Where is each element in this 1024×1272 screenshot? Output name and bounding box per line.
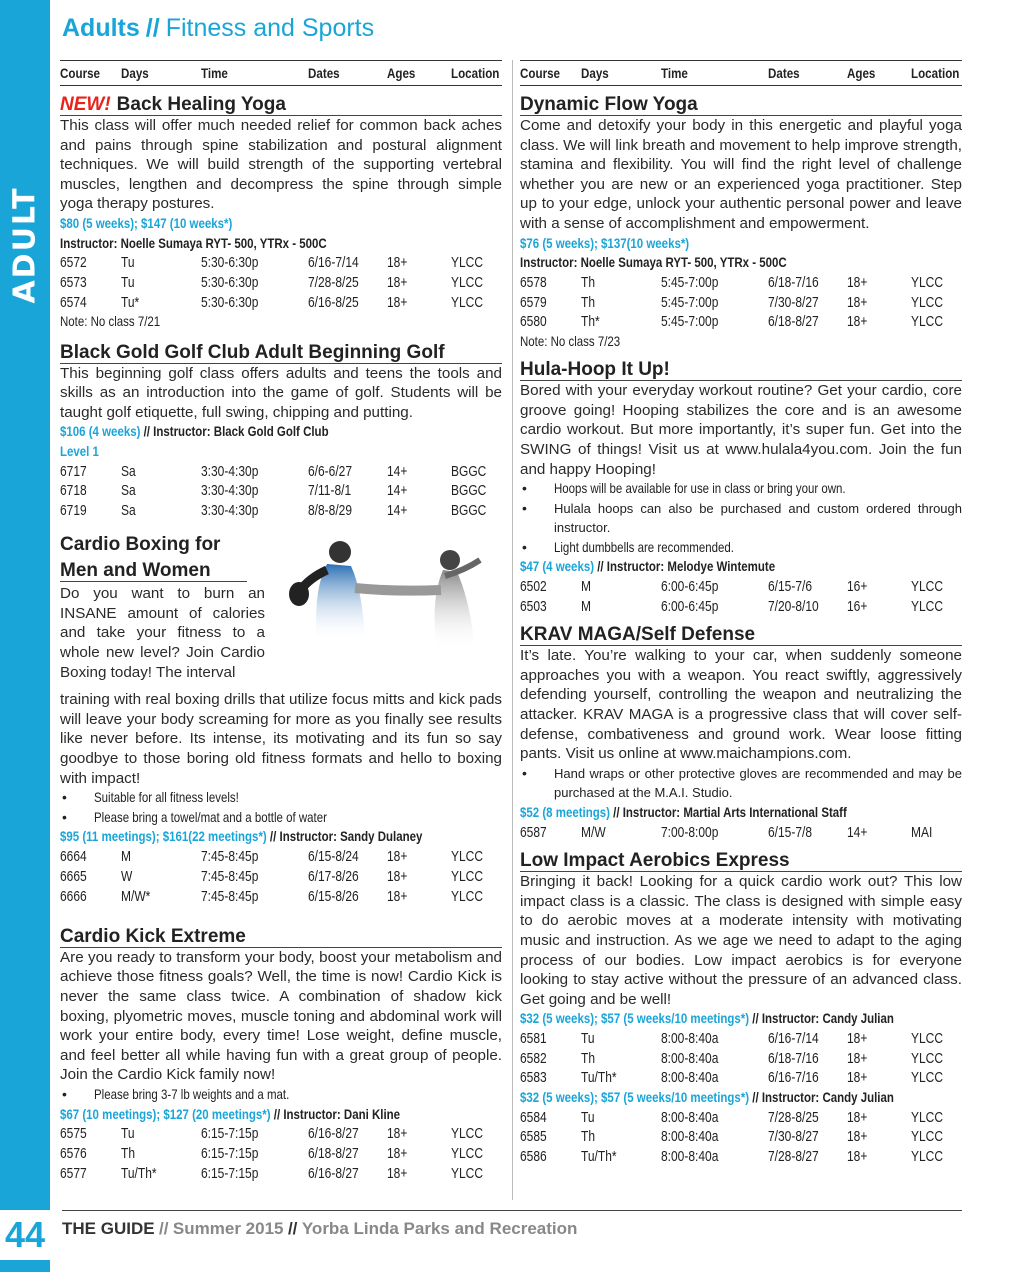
page-footer bbox=[62, 1210, 962, 1239]
table-cell: 6586 bbox=[520, 1147, 547, 1165]
table-row bbox=[60, 292, 502, 312]
table-cell: Th bbox=[121, 1145, 136, 1163]
table-cell: Th bbox=[581, 1049, 596, 1067]
class-description: It’s late. You’re walking to your car, when suddenly someone approaches you with a weapon. You react swiftly, aggressively defending yourself, controlling the weapon and neutralizing the attacker. KRAV MAGA is a progressive class that will cover self-defense, combativeness and ground work. Wear loose fitting pants. Visit us online at www.maichampions.com. bbox=[520, 647, 962, 763]
table-cell: 5:30-6:30p bbox=[201, 293, 259, 311]
table-row bbox=[520, 1029, 962, 1049]
table-cell: YLCC bbox=[911, 578, 944, 596]
class-instructor: // Instructor: Candy Julian bbox=[752, 1010, 894, 1027]
table-cell: 7/11-8/1 bbox=[308, 482, 352, 500]
table-cell: 18+ bbox=[847, 1049, 868, 1067]
table-cell: 6718 bbox=[60, 482, 87, 500]
table-cell: M bbox=[581, 597, 591, 615]
header-location: Location bbox=[911, 65, 960, 81]
class-level: Level 1 bbox=[60, 442, 99, 459]
table-row bbox=[520, 1068, 962, 1088]
table-cell: 6/6-6/27 bbox=[308, 462, 353, 480]
column-divider bbox=[512, 60, 513, 1200]
table-cell: 6:15-7:15p bbox=[201, 1125, 259, 1143]
title-separator: // bbox=[145, 14, 160, 42]
table-cell: Tu bbox=[581, 1108, 595, 1126]
table-row bbox=[520, 292, 962, 312]
table-cell: 6576 bbox=[60, 1145, 87, 1163]
table-cell: YLCC bbox=[451, 293, 484, 311]
bullet-text: Hoops will be available for use in class or bring your own. bbox=[554, 480, 846, 497]
table-cell: 6581 bbox=[520, 1030, 547, 1048]
table-cell: 6/18-8/27 bbox=[308, 1145, 359, 1163]
table-cell: 7/28-8/25 bbox=[768, 1108, 819, 1126]
class-price: $32 (5 weeks); $57 (5 weeks/10 meetings*) bbox=[520, 1088, 750, 1105]
table-cell: 18+ bbox=[387, 254, 408, 272]
table-cell: Tu* bbox=[121, 293, 140, 311]
table-cell: YLCC bbox=[911, 1069, 944, 1087]
table-cell: Th* bbox=[581, 313, 600, 331]
bullet-text: Please bring a towel/mat and a bottle of water bbox=[94, 808, 327, 825]
table-row bbox=[60, 253, 502, 273]
table-cell: YLCC bbox=[911, 1108, 944, 1126]
header-days: Days bbox=[581, 65, 609, 81]
table-cell: 18+ bbox=[847, 293, 868, 311]
class-description: This beginning golf class offers adults and teens the tools and skills as an introduction into the game of golf. Students will be taught golf etiquette, full swing, chipping and putting. bbox=[60, 364, 502, 421]
table-cell: 18+ bbox=[387, 867, 408, 885]
schedule-rows bbox=[520, 1107, 962, 1166]
table-cell: BGGC bbox=[451, 462, 487, 480]
table-cell: 7:45-8:45p bbox=[201, 867, 259, 885]
class-title bbox=[60, 94, 502, 116]
table-cell: 18+ bbox=[847, 1147, 868, 1165]
table-cell: Tu bbox=[121, 254, 135, 272]
class-cardio-kick bbox=[60, 926, 502, 1183]
right-column bbox=[520, 60, 962, 1166]
footer-org: Yorba Linda Parks and Recreation bbox=[301, 1219, 578, 1238]
table-cell: 6587 bbox=[520, 823, 547, 841]
class-dynamic-flow-yoga bbox=[520, 94, 962, 351]
table-cell: 7/30-8/27 bbox=[768, 293, 819, 311]
class-title: KRAV MAGA/Self Defense bbox=[520, 624, 962, 646]
left-column bbox=[60, 60, 502, 1183]
table-cell: M/W bbox=[581, 823, 606, 841]
table-cell: 6584 bbox=[520, 1108, 547, 1126]
table-cell: 6719 bbox=[60, 501, 87, 519]
table-cell: W bbox=[121, 867, 133, 885]
bullet-icon: • bbox=[62, 789, 67, 806]
header-ages: Ages bbox=[847, 65, 876, 81]
list-item bbox=[520, 479, 962, 499]
table-cell: 6666 bbox=[60, 887, 87, 905]
table-cell: 7/28-8/27 bbox=[768, 1147, 819, 1165]
list-item bbox=[520, 538, 962, 558]
table-cell: 14+ bbox=[387, 482, 408, 500]
table-cell: 6575 bbox=[60, 1125, 87, 1143]
class-description: Come and detoxify your body in this energetic and playful yoga class. We will link breath and movement to help improve strength, stamina and flexibility. You will find the right level of challenge whether you are new or an experienced yoga practitioner. Step up to your edge, unlock your authentic personal power and leave with a sense of accomplishment and empowerment. bbox=[520, 117, 962, 232]
table-cell: 6578 bbox=[520, 274, 547, 292]
table-header bbox=[60, 60, 502, 86]
table-cell: 3:30-4:30p bbox=[201, 462, 259, 480]
class-title-line1: Cardio Boxing for bbox=[60, 534, 221, 556]
list-item bbox=[520, 499, 962, 538]
class-price: $32 (5 weeks); $57 (5 weeks/10 meetings*) bbox=[520, 1010, 750, 1027]
table-cell: 8/8-8/29 bbox=[308, 501, 353, 519]
class-cardio-boxing bbox=[60, 530, 502, 906]
table-cell: 18+ bbox=[847, 274, 868, 292]
class-price: $76 (5 weeks); $137(10 weeks*) bbox=[520, 234, 690, 251]
table-cell: 7:45-8:45p bbox=[201, 887, 259, 905]
table-cell: Th bbox=[581, 1128, 596, 1146]
table-cell: 6/15-7/6 bbox=[768, 578, 813, 596]
table-row bbox=[520, 1049, 962, 1069]
table-cell: Tu bbox=[581, 1030, 595, 1048]
header-time: Time bbox=[661, 65, 688, 81]
footer-guide: THE GUIDE bbox=[62, 1219, 155, 1238]
table-cell: 8:00-8:40a bbox=[661, 1128, 719, 1146]
class-bullets bbox=[60, 788, 502, 827]
table-cell: Th bbox=[581, 293, 596, 311]
table-cell: 18+ bbox=[847, 1030, 868, 1048]
table-cell: BGGC bbox=[451, 482, 487, 500]
class-description: Bringing it back! Looking for a quick cardio work out? This low impact class is a classic. The class is designed with simple easy to do aerobic moves at a moderate intensity with motivating music and instruction. As we age we need to adapt to the aging process of our bodies. Low impact aerobics is for everyone looking to stay active without the pressure of an advanced class. Get going and be well! bbox=[520, 873, 962, 1008]
header-dates: Dates bbox=[308, 65, 340, 81]
schedule-rows bbox=[60, 847, 502, 906]
table-cell: 3:30-4:30p bbox=[201, 482, 259, 500]
table-cell: 6/16-8/25 bbox=[308, 293, 359, 311]
class-bullets bbox=[520, 479, 962, 557]
table-cell: Tu bbox=[121, 1125, 135, 1143]
class-instructor: Instructor: Noelle Sumaya RYT- 500, YTRx - 500C bbox=[520, 254, 787, 271]
table-cell: 6665 bbox=[60, 867, 87, 885]
table-cell: 6/18-7/16 bbox=[768, 274, 819, 292]
table-cell: 5:30-6:30p bbox=[201, 254, 259, 272]
table-cell: YLCC bbox=[911, 1049, 944, 1067]
table-cell: YLCC bbox=[451, 1164, 484, 1182]
table-cell: 6502 bbox=[520, 578, 547, 596]
bullet-text: Light dumbbells are recommended. bbox=[554, 538, 734, 555]
class-description-part2: training with real boxing drills that utilize focus mitts and kick pads will leave your body screaming for more as you finally see results like never before. Its intense, its motivating and its fun so say goodbye to those boring old fitness formats and hello to boxing with impact! bbox=[60, 691, 502, 787]
list-item bbox=[520, 764, 962, 803]
table-cell: 6/18-7/16 bbox=[768, 1049, 819, 1067]
page-number: 44 bbox=[0, 1210, 50, 1260]
table-cell: 6585 bbox=[520, 1128, 547, 1146]
class-title-text: Back Healing Yoga bbox=[116, 94, 286, 115]
table-cell: 6664 bbox=[60, 848, 87, 866]
footer-season: Summer 2015 bbox=[172, 1219, 284, 1238]
table-cell: 8:00-8:40a bbox=[661, 1030, 719, 1048]
table-row bbox=[520, 597, 962, 617]
table-cell: 14+ bbox=[387, 462, 408, 480]
header-ages: Ages bbox=[387, 65, 416, 81]
table-cell: 6/16-7/16 bbox=[768, 1069, 819, 1087]
table-cell: Th bbox=[581, 274, 596, 292]
table-cell: 5:45-7:00p bbox=[661, 274, 719, 292]
sidebar-band bbox=[0, 0, 50, 1272]
table-row bbox=[60, 867, 502, 887]
schedule-rows bbox=[520, 577, 962, 616]
table-cell: 5:30-6:30p bbox=[201, 274, 259, 292]
table-row bbox=[520, 577, 962, 597]
table-cell: YLCC bbox=[911, 274, 944, 292]
table-cell: 6/18-8/27 bbox=[768, 313, 819, 331]
header-dates: Dates bbox=[768, 65, 800, 81]
table-cell: Tu bbox=[121, 274, 135, 292]
table-cell: YLCC bbox=[911, 313, 944, 331]
table-cell: 6/16-7/14 bbox=[768, 1030, 819, 1048]
table-cell: 6/16-7/14 bbox=[308, 254, 359, 272]
class-title: Black Gold Golf Club Adult Beginning Golf bbox=[60, 342, 502, 364]
table-cell: 14+ bbox=[847, 823, 868, 841]
table-cell: 18+ bbox=[387, 1164, 408, 1182]
bullet-icon: • bbox=[522, 499, 527, 516]
class-krav-maga bbox=[520, 624, 962, 842]
class-price: $47 (4 weeks) bbox=[520, 558, 595, 575]
new-badge: NEW! bbox=[60, 94, 111, 115]
table-cell: Tu/Th* bbox=[581, 1069, 617, 1087]
table-cell: 18+ bbox=[387, 1145, 408, 1163]
table-cell: 14+ bbox=[387, 501, 408, 519]
bullet-icon: • bbox=[522, 480, 527, 497]
table-cell: 18+ bbox=[387, 274, 408, 292]
table-cell: 8:00-8:40a bbox=[661, 1147, 719, 1165]
table-row bbox=[520, 1127, 962, 1147]
table-header bbox=[520, 60, 962, 86]
title-subcategory: Fitness and Sports bbox=[165, 14, 375, 42]
table-row bbox=[60, 273, 502, 293]
class-price: $95 (11 meetings); $161(22 meetings*) bbox=[60, 828, 267, 845]
table-cell: 8:00-8:40a bbox=[661, 1049, 719, 1067]
table-cell: 18+ bbox=[847, 313, 868, 331]
table-cell: Tu/Th* bbox=[581, 1147, 617, 1165]
table-cell: YLCC bbox=[911, 1030, 944, 1048]
table-cell: Sa bbox=[121, 501, 136, 519]
table-cell: 18+ bbox=[847, 1069, 868, 1087]
table-cell: 8:00-8:40a bbox=[661, 1069, 719, 1087]
header-days: Days bbox=[121, 65, 149, 81]
class-title: Hula-Hoop It Up! bbox=[520, 359, 962, 381]
section-label: ADULT bbox=[7, 186, 43, 304]
table-row bbox=[60, 847, 502, 867]
table-cell: 6/15-8/26 bbox=[308, 887, 359, 905]
class-instructor: // Instructor: Martial Arts International Staff bbox=[613, 804, 847, 820]
schedule-rows bbox=[60, 253, 502, 312]
class-price: $106 (4 weeks) bbox=[60, 423, 141, 440]
class-back-healing-yoga bbox=[60, 94, 502, 332]
list-item bbox=[60, 808, 502, 828]
table-cell: 7/20-8/10 bbox=[768, 597, 819, 615]
bullet-text: Hand wraps or other protective gloves are recommended and may be purchased at the M.A.I. Studio. bbox=[554, 765, 962, 801]
table-row bbox=[60, 501, 502, 521]
class-instructor: // Instructor: Dani Kline bbox=[273, 1105, 401, 1122]
class-price: $52 (8 meetings) bbox=[520, 804, 610, 820]
class-note: Note: No class 7/21 bbox=[60, 312, 161, 329]
class-title: Dynamic Flow Yoga bbox=[520, 94, 962, 116]
header-time: Time bbox=[201, 65, 228, 81]
table-cell: 6:00-6:45p bbox=[661, 597, 719, 615]
table-row bbox=[60, 1144, 502, 1164]
class-bullets bbox=[520, 764, 962, 803]
table-row bbox=[520, 312, 962, 332]
table-cell: YLCC bbox=[451, 254, 484, 272]
table-cell: 18+ bbox=[847, 1128, 868, 1146]
table-cell: 6:15-7:15p bbox=[201, 1145, 259, 1163]
table-cell: YLCC bbox=[911, 1147, 944, 1165]
table-cell: 6572 bbox=[60, 254, 87, 272]
table-row bbox=[60, 481, 502, 501]
table-cell: 7/30-8/27 bbox=[768, 1128, 819, 1146]
table-cell: 18+ bbox=[387, 887, 408, 905]
page-title bbox=[62, 14, 374, 43]
table-cell: YLCC bbox=[451, 274, 484, 292]
table-cell: YLCC bbox=[451, 867, 484, 885]
table-cell: M/W* bbox=[121, 887, 151, 905]
table-cell: 18+ bbox=[387, 848, 408, 866]
table-cell: 18+ bbox=[387, 1125, 408, 1143]
table-cell: M bbox=[121, 848, 131, 866]
class-low-impact-aerobics bbox=[520, 850, 962, 1166]
class-instructor: // Instructor: Black Gold Golf Club bbox=[143, 423, 329, 440]
table-cell: 7/28-8/25 bbox=[308, 274, 359, 292]
table-cell: 6/16-8/27 bbox=[308, 1164, 359, 1182]
table-cell: 6580 bbox=[520, 313, 547, 331]
class-hula-hoop bbox=[520, 359, 962, 616]
table-row bbox=[520, 273, 962, 293]
class-description: Are you ready to transform your body, boost your metabolism and achieve those fitness goals? Well, the time is now! Cardio Kick is never the same class twice. A combination of shadow kick boxing, plyometric moves, muscle toning and abdominal work will work your entire body, every time! Lose weight, define muscle, and feel better all while having fun with a great group of people. Join the Cardio Kick family now! bbox=[60, 948, 502, 1084]
class-description: Bored with your everyday workout routine? Get your cardio, core groove going! Hooping stabilizes the core and is an awesome cardio workout. But more importantly, it’s super fun. Get into the SWING of things! Visit us at www.hulala4you.com. Join the fun and happy Hooping! bbox=[520, 382, 962, 478]
table-cell: 8:00-8:40a bbox=[661, 1108, 719, 1126]
table-cell: YLCC bbox=[911, 293, 944, 311]
table-cell: 18+ bbox=[847, 1108, 868, 1126]
bullet-icon: • bbox=[62, 808, 67, 825]
table-cell: 6582 bbox=[520, 1049, 547, 1067]
class-instructor: // Instructor: Melodye Wintemute bbox=[597, 558, 776, 575]
table-cell: 7:00-8:00p bbox=[661, 823, 719, 841]
header-location: Location bbox=[451, 65, 500, 81]
class-golf bbox=[60, 342, 502, 521]
footer-separator: // bbox=[287, 1219, 298, 1238]
table-cell: 7:45-8:45p bbox=[201, 848, 259, 866]
title-category: Adults bbox=[62, 14, 140, 42]
table-cell: BGGC bbox=[451, 501, 487, 519]
schedule-rows bbox=[520, 1029, 962, 1088]
table-cell: 6/15-8/24 bbox=[308, 848, 359, 866]
table-cell: 16+ bbox=[847, 578, 868, 596]
table-cell: 6573 bbox=[60, 274, 87, 292]
class-instructor: // Instructor: Sandy Dulaney bbox=[269, 828, 423, 845]
table-cell: 6717 bbox=[60, 462, 87, 480]
table-cell: 6503 bbox=[520, 597, 547, 615]
table-cell: 6/17-8/26 bbox=[308, 867, 359, 885]
table-cell: 6/15-7/8 bbox=[768, 823, 813, 841]
table-row bbox=[520, 1147, 962, 1167]
table-row bbox=[60, 1163, 502, 1183]
boxing-photo-icon bbox=[265, 530, 515, 690]
table-cell: Tu/Th* bbox=[121, 1164, 157, 1182]
class-description-part1: Do you want to burn an INSANE amount of calories and take your fitness to a whole new level? Join Cardio Boxing today! The interval bbox=[60, 585, 265, 681]
class-description: This class will offer much needed relief for common back aches and pains through spine stabilization and postural alignment techniques. We will build strength of the supporting vertebral muscles, lengthen and decompress the spine through simple yoga therapy postures. bbox=[60, 117, 502, 213]
schedule-rows bbox=[520, 273, 962, 332]
table-cell: 6/16-8/27 bbox=[308, 1125, 359, 1143]
class-instructor: Instructor: Noelle Sumaya RYT- 500, YTRx - 500C bbox=[60, 234, 327, 251]
bullet-icon: • bbox=[522, 538, 527, 555]
list-item bbox=[60, 788, 502, 808]
class-bullets bbox=[60, 1085, 502, 1105]
class-instructor: // Instructor: Candy Julian bbox=[752, 1088, 894, 1105]
table-cell: 3:30-4:30p bbox=[201, 501, 259, 519]
table-cell: YLCC bbox=[911, 1128, 944, 1146]
schedule-rows bbox=[60, 1124, 502, 1183]
class-title-line2: Men and Women bbox=[60, 560, 247, 582]
header-course: Course bbox=[60, 65, 101, 81]
table-cell: 6:00-6:45p bbox=[661, 578, 719, 596]
list-item bbox=[60, 1085, 502, 1105]
class-price: $80 (5 weeks); $147 (10 weeks*) bbox=[60, 214, 233, 231]
table-row bbox=[60, 462, 502, 482]
table-cell: 6577 bbox=[60, 1164, 87, 1182]
table-row bbox=[520, 823, 962, 843]
bullet-icon: • bbox=[62, 1085, 67, 1102]
class-title: Cardio Kick Extreme bbox=[60, 926, 502, 948]
table-cell: YLCC bbox=[911, 597, 944, 615]
table-cell: M bbox=[581, 578, 591, 596]
table-row bbox=[520, 1107, 962, 1127]
class-price: $67 (10 meetings); $127 (20 meetings*) bbox=[60, 1105, 271, 1122]
table-row bbox=[60, 886, 502, 906]
schedule-rows bbox=[520, 823, 962, 843]
table-cell: Sa bbox=[121, 462, 136, 480]
table-cell: 6:15-7:15p bbox=[201, 1164, 259, 1182]
header-course: Course bbox=[520, 65, 561, 81]
table-cell: YLCC bbox=[451, 887, 484, 905]
bullet-text: Suitable for all fitness levels! bbox=[94, 789, 239, 806]
table-cell: YLCC bbox=[451, 1125, 484, 1143]
table-cell: 18+ bbox=[387, 293, 408, 311]
footer-separator: // bbox=[159, 1219, 169, 1238]
table-cell: YLCC bbox=[451, 1145, 484, 1163]
table-cell: 6579 bbox=[520, 293, 547, 311]
boxing-photo bbox=[265, 530, 515, 690]
table-cell: 16+ bbox=[847, 597, 868, 615]
table-cell: 6574 bbox=[60, 293, 87, 311]
table-cell: 5:45-7:00p bbox=[661, 293, 719, 311]
table-cell: YLCC bbox=[451, 848, 484, 866]
bullet-text: Hulala hoops can also be purchased and custom ordered through instructor. bbox=[554, 500, 962, 536]
table-row bbox=[60, 1124, 502, 1144]
table-cell: Sa bbox=[121, 482, 136, 500]
bullet-text: Please bring 3-7 lb weights and a mat. bbox=[94, 1085, 290, 1102]
schedule-rows bbox=[60, 462, 502, 521]
section-tab bbox=[3, 185, 47, 305]
table-cell: 5:45-7:00p bbox=[661, 313, 719, 331]
class-title: Low Impact Aerobics Express bbox=[520, 850, 962, 872]
table-cell: MAI bbox=[911, 823, 933, 841]
bullet-icon: • bbox=[522, 764, 527, 781]
table-cell: 6583 bbox=[520, 1069, 547, 1087]
class-note: Note: No class 7/23 bbox=[520, 332, 621, 349]
